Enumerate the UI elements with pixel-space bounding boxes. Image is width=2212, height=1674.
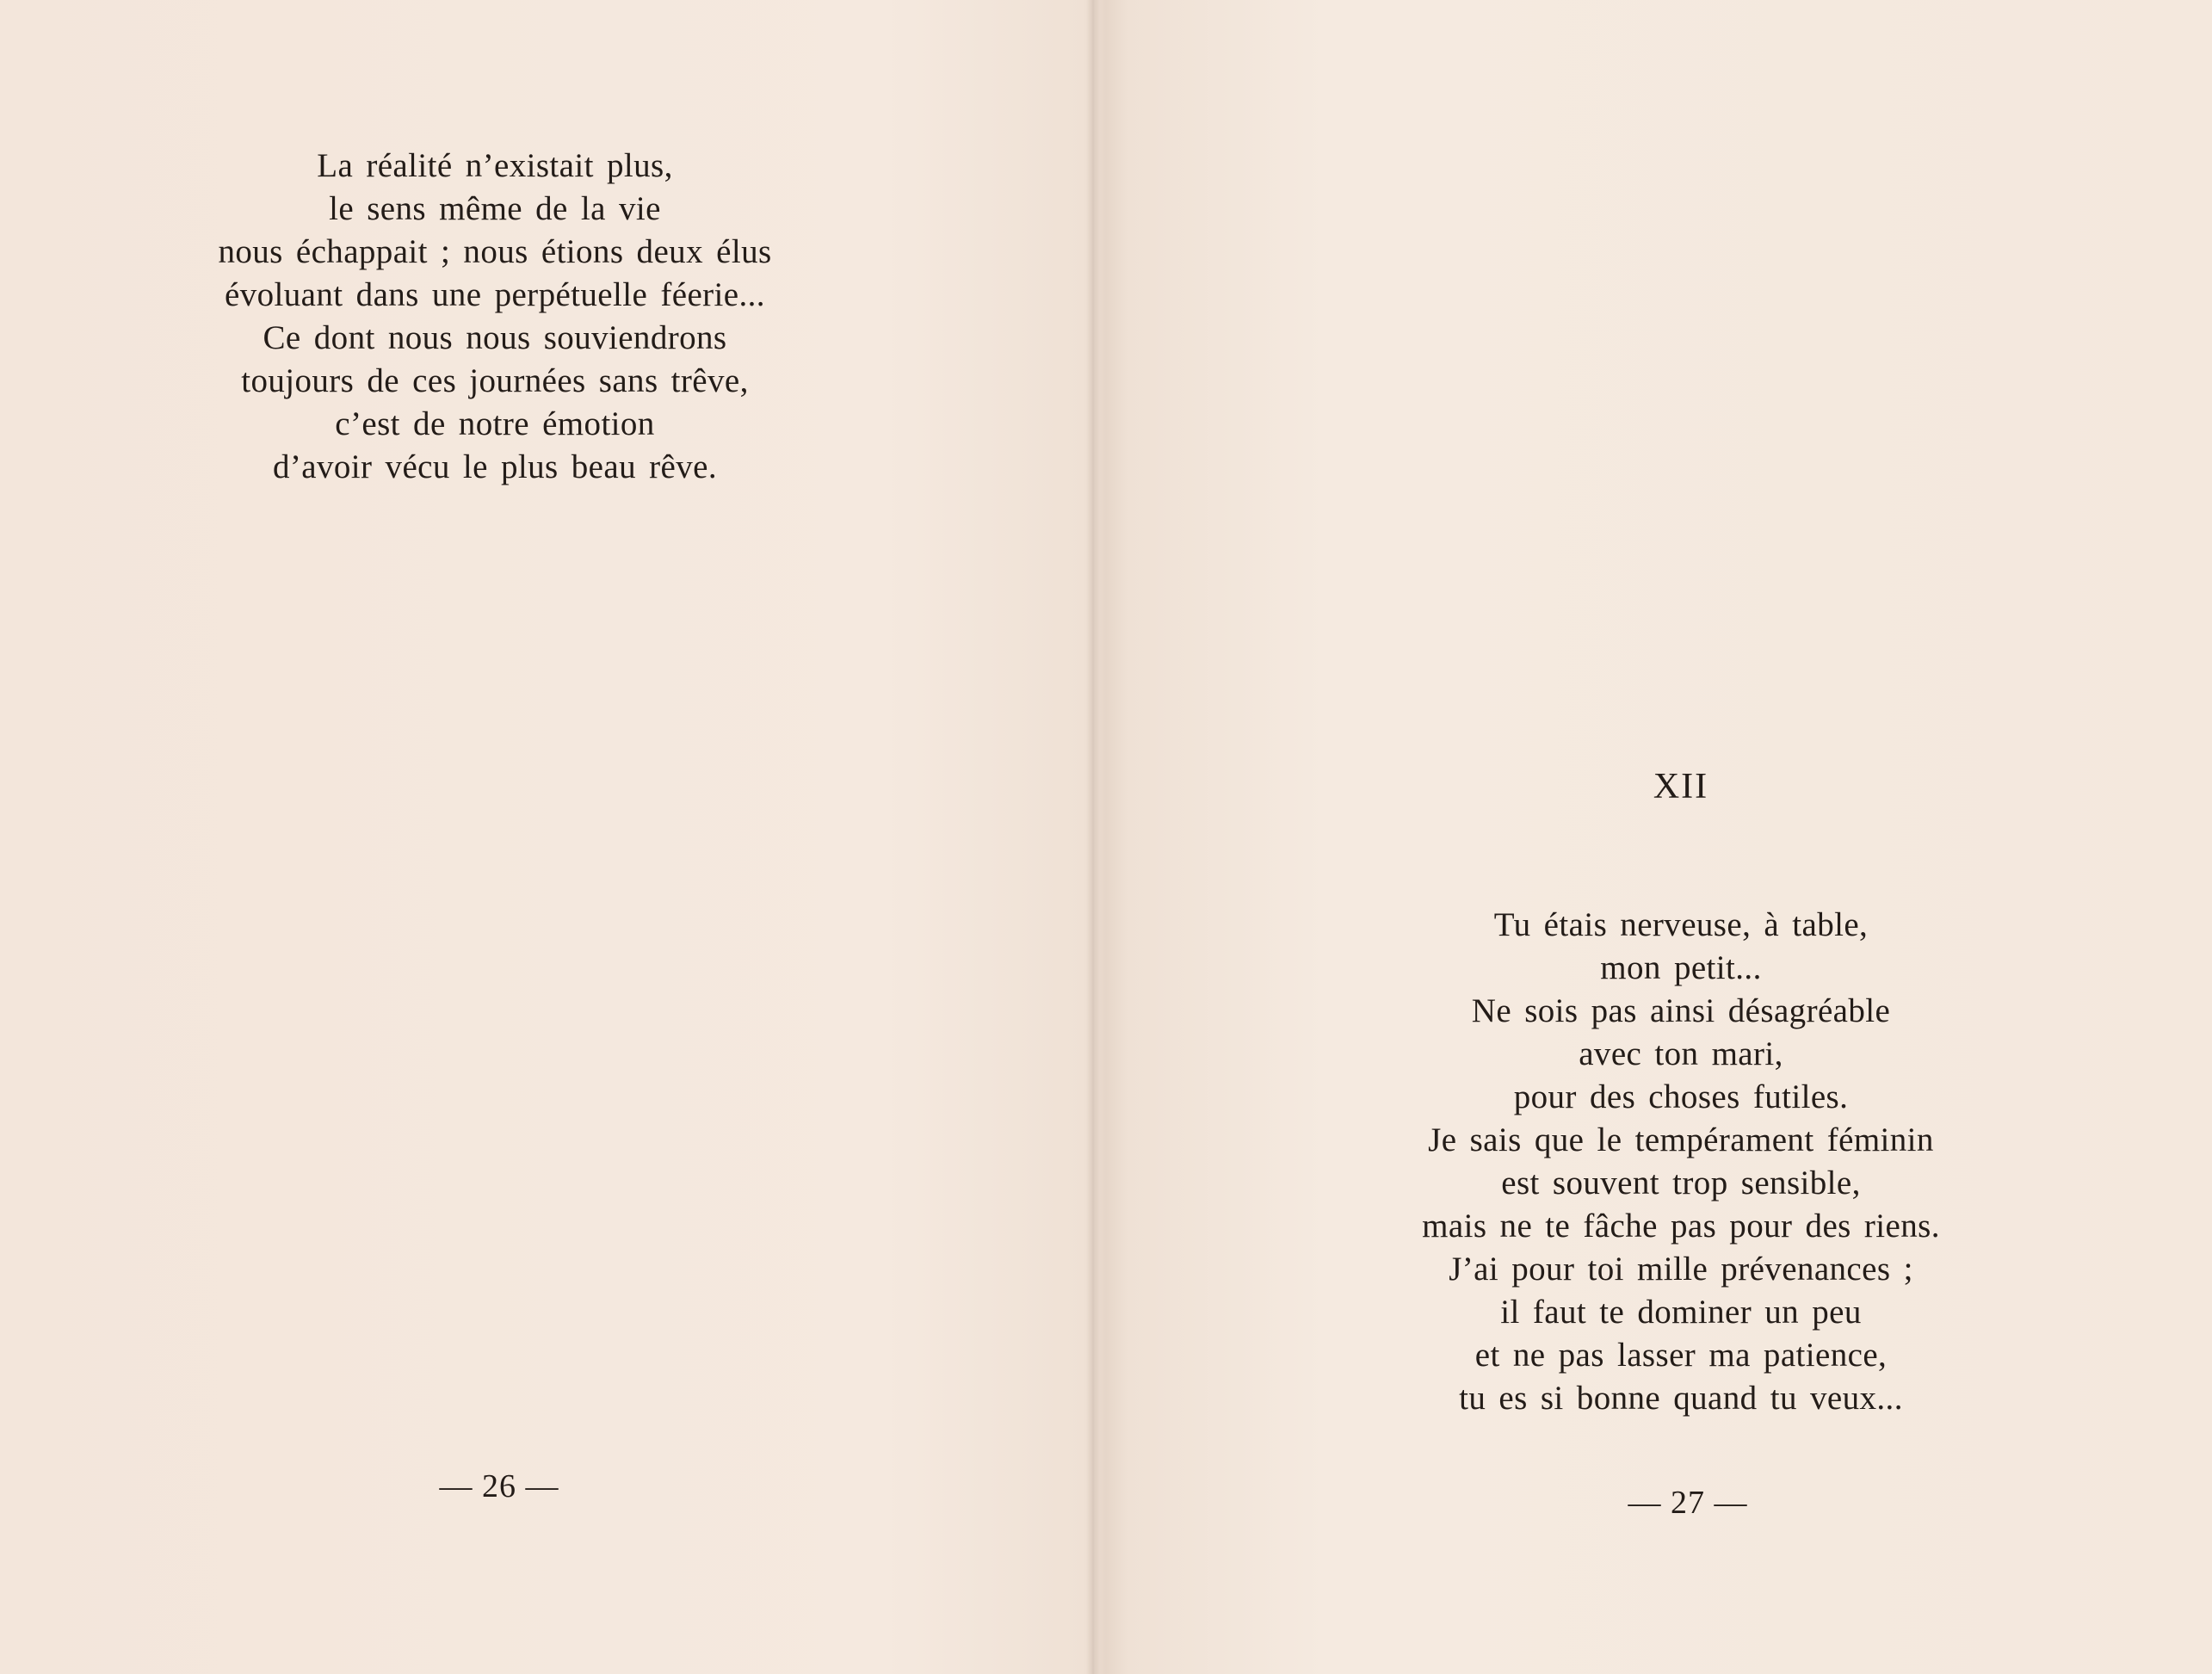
poem-line: Ce dont nous nous souviendrons	[263, 319, 727, 356]
poem-line: c’est de notre émotion	[335, 405, 655, 442]
left-poem	[146, 145, 843, 489]
right-page	[1100, 0, 2212, 1674]
book-gutter	[1086, 0, 1100, 1674]
poem-line: nous échappait ; nous étions deux élus	[218, 233, 772, 270]
poem-line: pour des choses futiles.	[1513, 1078, 1849, 1115]
section-numeral: XII	[1653, 767, 1709, 806]
poem-line: J’ai pour toi mille prévenances ;	[1449, 1251, 1913, 1288]
poem-line: et ne pas lasser ma patience,	[1474, 1337, 1888, 1374]
poem-line: le sens même de la vie	[329, 190, 661, 227]
poem-line: Ne sois pas ainsi désagréable	[1471, 992, 1891, 1029]
poem-line: il faut te dominer un peu	[1500, 1294, 1862, 1331]
poem-line: Tu étais nerveuse, à table,	[1493, 906, 1869, 943]
poem-line: mais ne te fâche pas pour des riens.	[1422, 1208, 1940, 1245]
page-number-left: — 26 —	[439, 1468, 559, 1504]
poem-line: mon petit...	[1600, 949, 1762, 986]
page-number-right: — 27 —	[1628, 1485, 1748, 1521]
right-poem	[1332, 904, 2030, 1420]
poem-line: toujours de ces journées sans trêve,	[241, 362, 749, 399]
poem-line: évoluant dans une perpétuelle féerie...	[225, 276, 765, 313]
poem-line: Je sais que le tempérament féminin	[1428, 1121, 1934, 1158]
poem-line: d’avoir vécu le plus beau rêve.	[272, 448, 718, 485]
poem-line: est souvent trop sensible,	[1501, 1164, 1861, 1201]
poem-line: tu es si bonne quand tu veux...	[1459, 1380, 1903, 1417]
poem-line: avec ton mari,	[1579, 1035, 1783, 1072]
poem-line: La réalité n’existait plus,	[317, 147, 673, 184]
left-page	[0, 0, 1086, 1674]
